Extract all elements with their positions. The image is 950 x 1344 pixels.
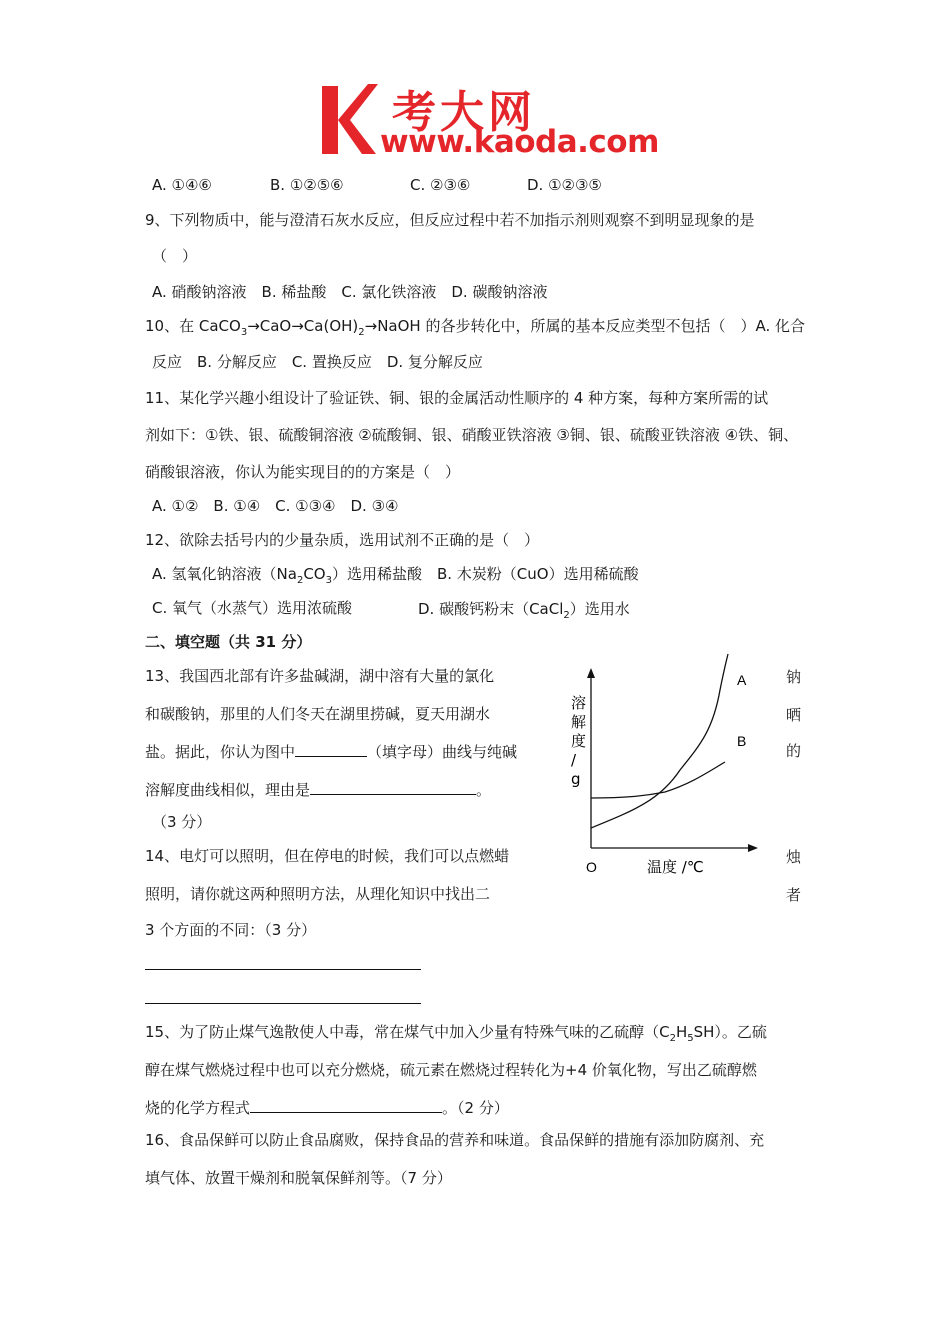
answer-line-2[interactable] [145, 1003, 421, 1004]
q15-line3 [145, 1096, 509, 1118]
q8-option-d: D. ①②③⑤ [527, 176, 602, 194]
q10-sub: 2 [358, 327, 365, 338]
q15-text: H [675, 1023, 688, 1041]
q11-line1: 11、某化学兴趣小组设计了验证铁、铜、银的金属活动性顺序的 4 种方案，每种方案所需的试 [145, 389, 769, 407]
q9-line1: 9、下列物质中，能与澄清石灰水反应，但反应过程中若不加指示剂则观察不到明显现象的是 [145, 211, 755, 229]
q9-options: A. 硝酸钠溶液 B. 稀盐酸 C. 氯化铁溶液 D. 碳酸钠溶液 [152, 283, 548, 301]
curve-a [591, 654, 728, 828]
q14-line3: 3 个方面的不同：（3 分） [145, 921, 317, 939]
q10-text: 10、在 CaCO [145, 317, 241, 335]
q13-line3-tail: 的 [786, 742, 802, 760]
q15-text: SH）。乙硫 [693, 1023, 767, 1041]
q13-text: （填字母）曲线与纯碱 [367, 743, 518, 761]
q13-line2-tail: 晒 [786, 706, 802, 724]
logo-chinese-text: 考大网 [392, 87, 536, 138]
q14-line1-tail: 烛 [786, 848, 802, 866]
q12-option-d [418, 598, 630, 621]
q12-sub: 3 [325, 575, 332, 586]
answer-blank[interactable] [250, 1096, 442, 1113]
q10-line1 [145, 316, 805, 343]
answer-line-1[interactable] [145, 969, 421, 970]
solubility-chart [565, 650, 765, 880]
answer-blank[interactable] [295, 740, 367, 757]
q13-line3 [145, 740, 517, 762]
q16-line1: 16、食品保鲜可以防止食品腐败，保持食品的营养和味道。食品保鲜的措施有添加防腐剂、充 [145, 1131, 765, 1149]
x-axis-arrow-icon [748, 844, 758, 852]
q12-line1: 12、欲除去括号内的少量杂质，选用试剂不正确的是（ ） [145, 531, 540, 549]
section-heading: 二、填空题（共 31 分） [145, 633, 312, 651]
curve-b [591, 762, 725, 798]
q13-line1: 13、我国西北部有许多盐碱湖，湖中溶有大量的氯化 [145, 667, 495, 685]
q15-text: 。（2 分） [442, 1099, 509, 1117]
q10-text: →NaOH 的各步转化中，所属的基本反应类型不包括（ ）A. 化合 [364, 317, 806, 335]
q12-text: ）选用稀盐酸 B. 木炭粉（CuO）选用稀硫酸 [331, 565, 639, 583]
kaoda-logo [318, 80, 659, 160]
q10-text: →CaO→Ca(OH) [247, 317, 359, 335]
q15-sub: 5 [687, 1033, 694, 1044]
y-axis-arrow-icon [587, 668, 595, 678]
q11-line2: 剂如下：①铁、银、硫酸铜溶液 ②硫酸铜、银、硝酸亚铁溶液 ③铜、银、硫酸亚铁溶液 ④铁、铜、 [145, 426, 799, 444]
q16-line2: 填气体、放置干燥剂和脱氧保鲜剂等。（7 分） [145, 1169, 452, 1187]
q10-sub: 3 [240, 327, 248, 338]
q14-line2: 照明，请你就这两种照明方法，从理化知识中找出二 [145, 885, 491, 903]
q11-line3: 硝酸银溶液，你认为能实现目的的方案是（ ） [145, 463, 461, 481]
q12-sub: 2 [563, 610, 570, 621]
q13-text: 盐。据此，你认为图中 [145, 743, 296, 761]
q13-score: （3 分） [152, 813, 212, 831]
q15-line1 [145, 1022, 767, 1049]
y-axis-label-char: 溶 [571, 694, 587, 712]
q13-line4 [145, 778, 491, 800]
q15-text: 15、为了防止煤气逸散使人中毒，常在煤气中加入少量有特殊气味的乙硫醇（C [145, 1023, 670, 1041]
x-axis-label: 温度 /℃ [647, 858, 704, 876]
y-axis-label [571, 694, 586, 788]
q13-text: 。 [476, 781, 492, 799]
q11-options: A. ①② B. ①④ C. ①③④ D. ③④ [152, 497, 399, 515]
q12-text: D. 碳酸钙粉末（CaCl [418, 600, 564, 618]
q8-option-a: A. ①④⑥ [152, 176, 212, 194]
q9-line2: （ ） [152, 247, 198, 265]
q12-option-ab [152, 564, 639, 591]
curve-a-label: A [737, 672, 747, 688]
y-axis-label-char: g [571, 770, 581, 788]
q12-text: ）选用水 [569, 600, 630, 618]
q13-line1-tail: 钠 [786, 668, 802, 686]
q8-option-c: C. ②③⑥ [410, 176, 471, 194]
q8-option-b: B. ①②⑤⑥ [270, 176, 344, 194]
q14-line2-tail: 者 [786, 886, 802, 904]
q12-text: CO [303, 565, 326, 583]
q15-sub: 2 [669, 1033, 676, 1044]
y-axis-label-char: 解 [571, 713, 587, 731]
q12-sub: 2 [296, 575, 304, 586]
q12-text: A. 氢氧化钠溶液（Na [152, 565, 297, 583]
q15-line2: 醇在煤气燃烧过程中也可以充分燃烧，硫元素在燃烧过程转化为+4 价氧化物，写出乙硫醇燃 [145, 1061, 757, 1079]
k-logo-icon [318, 80, 378, 158]
q15-text: 烧的化学方程式 [145, 1099, 251, 1117]
y-axis-label-char: 度 [571, 732, 587, 750]
answer-blank[interactable] [310, 778, 476, 795]
q12-option-c: C. 氧气（水蒸气）选用浓硫酸 [152, 599, 353, 617]
q13-text: 溶解度曲线相似，理由是 [145, 781, 311, 799]
y-axis-label-char: / [571, 751, 577, 769]
q14-line1: 14、电灯可以照明，但在停电的时候，我们可以点燃蜡 [145, 847, 510, 865]
logo-url-text: www.kaoda.com [380, 124, 659, 160]
origin-label: O [586, 859, 597, 875]
q13-line2: 和碳酸钠，那里的人们冬天在湖里捞碱，夏天用湖水 [145, 705, 491, 723]
curve-b-label: B [737, 733, 747, 749]
q10-line2: 反应 B. 分解反应 C. 置换反应 D. 复分解反应 [152, 353, 483, 371]
